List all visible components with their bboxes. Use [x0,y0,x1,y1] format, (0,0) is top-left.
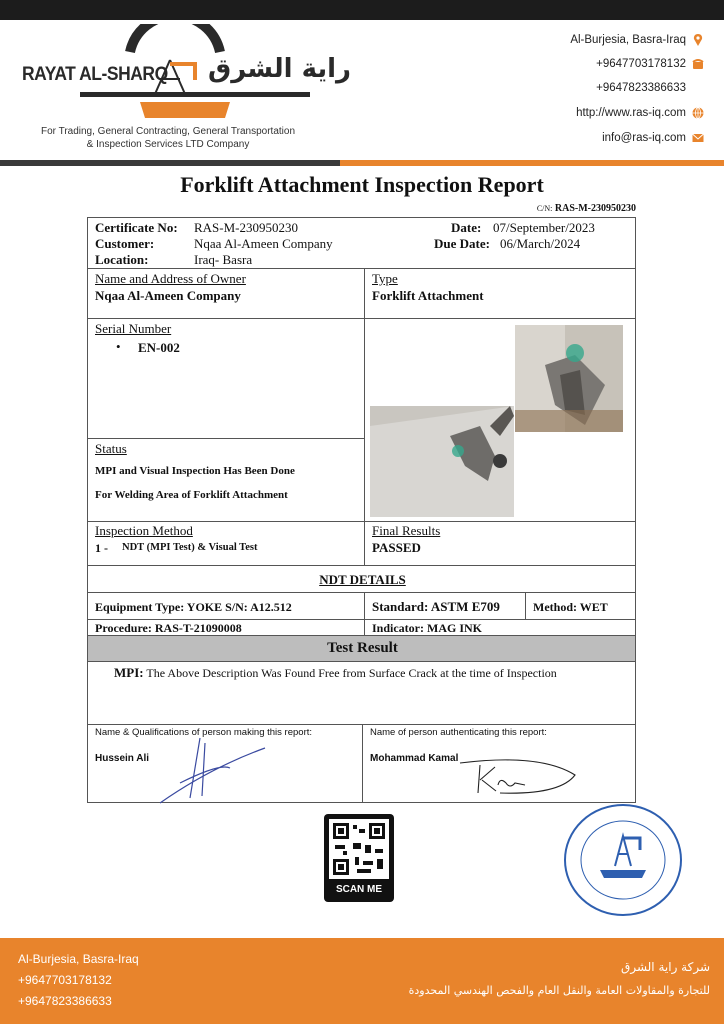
final-results-value: PASSED [372,540,421,555]
authenticator-signature-image [440,755,590,800]
header-divider-orange [340,160,724,166]
mpi-text: The Above Description Was Found Free from Surface Crack at the time of Inspection [146,666,557,680]
header-email [602,132,704,144]
footer-phone-1: +9647703178132 [18,973,112,987]
ndt-method: Method: WET [533,600,608,614]
type-cell [364,268,636,319]
standard-cell [364,592,526,620]
test-result-heading-cell [87,635,636,662]
tagline [18,125,318,151]
test-result-body [87,661,636,725]
indicator-cell [364,619,636,636]
spacer [692,82,704,94]
due-date-value: 06/March/2024 [500,236,581,251]
owner-value: Nqaa Al-Ameen Company [95,288,241,303]
logo-english-text: RAYAT AL-SHARQ [22,64,168,85]
company-stamp [560,800,686,920]
footer-arabic-line-2: للتجارة والمقاولات العامة والنقل العام والفحص الهندسي المحدودة [408,984,710,997]
cn-label: C/N: [536,204,553,213]
final-results-cell [364,521,636,566]
maker-signature-image [150,728,270,808]
date-label: Date: [451,220,482,235]
phone-icon [692,58,704,70]
authenticator-name: Mohammad Kamal [370,753,459,764]
cn-value: RAS-M-230950230 [554,203,636,214]
serial-label: Serial Number [95,321,172,336]
inspection-photo-2 [515,325,623,432]
method-cell [87,521,365,566]
certificate-value: RAS-M-230950230 [194,220,299,235]
serial-cell [87,318,365,439]
ndt-heading-cell [87,565,636,593]
logo-arabic-text: راية الشرق [208,54,352,84]
ndt-heading: NDT DETAILS [319,572,406,587]
qr-code-icon [329,819,389,879]
footer-arabic-line-1: شركة راية الشرق [621,960,710,974]
equipment-cell [87,592,365,620]
header-phone-1 [596,58,704,70]
info-box [87,217,636,269]
inspection-photo-1 [370,406,514,517]
equipment-type: Equipment Type: YOKE S/N: A12.512 [95,600,292,614]
procedure: Procedure: RAS-T-21090008 [95,621,242,635]
header-phone-2-text: +9647823386633 [596,82,686,94]
maker-label: Name & Qualifications of person making this report: [95,727,313,738]
tagline-line-1: For Trading, General Contracting, General Transportation [40,126,296,137]
serial-value: EN-002 [138,340,180,355]
method-value: NDT (MPI Test) & Visual Test [122,542,258,553]
globe-icon [692,107,704,119]
mpi-line [114,665,557,681]
header-website-text: http://www.ras-iq.com [576,107,686,119]
header-address-text: Al-Burjesia, Basra-Iraq [570,34,686,46]
header-phone-2 [596,82,704,94]
due-date-label: Due Date: [434,236,490,251]
owner-cell [87,268,365,319]
method-label: Inspection Method [95,523,193,538]
type-value: Forklift Attachment [372,288,484,303]
header-website [576,107,704,119]
qr-caption: SCAN ME [335,884,383,895]
maker-name: Hussein Ali [95,753,150,764]
qr-code[interactable] [324,814,394,902]
method-wet-cell [525,592,636,620]
header-divider-dark [0,160,340,166]
method-number: 1 - [95,541,108,555]
customer-label: Customer: [95,236,155,251]
footer [0,938,724,1024]
status-line-2: For Welding Area of Forklift Attachment [95,489,288,501]
owner-label: Name and Address of Owner [95,271,246,286]
location-pin-icon [692,34,704,46]
certificate-label: Certificate No: [95,220,178,235]
report-title: Forklift Attachment Inspection Report [180,172,544,197]
test-result-heading: Test Result [327,640,398,656]
header-email-text: info@ras-iq.com [602,132,686,144]
header-address [570,34,704,46]
status-cell [87,438,365,522]
customer-value: Nqaa Al-Ameen Company [194,236,333,251]
location-value: Iraq- Basra [194,252,253,267]
status-line-1: MPI and Visual Inspection Has Been Done [95,465,295,477]
top-bar [0,0,724,20]
location-label: Location: [95,252,149,267]
footer-address: Al-Burjesia, Basra-Iraq [18,952,139,966]
date-value: 07/September/2023 [493,220,595,235]
procedure-cell [87,619,365,636]
cn-number [460,203,636,214]
indicator: Indicator: MAG INK [372,621,482,635]
authenticator-label: Name of person authenticating this report: [370,727,547,738]
serial-bullet: • [116,339,121,354]
email-icon [692,132,704,144]
standard: Standard: ASTM E709 [372,599,500,614]
type-label: Type [372,271,398,286]
footer-phone-2: +9647823386633 [18,994,112,1008]
header-phone-1-text: +9647703178132 [596,58,686,70]
mpi-label: MPI: [114,665,144,680]
status-label: Status [95,441,127,456]
final-results-label: Final Results [372,523,441,538]
tagline-line-2: & Inspection Services LTD Company [86,139,250,150]
